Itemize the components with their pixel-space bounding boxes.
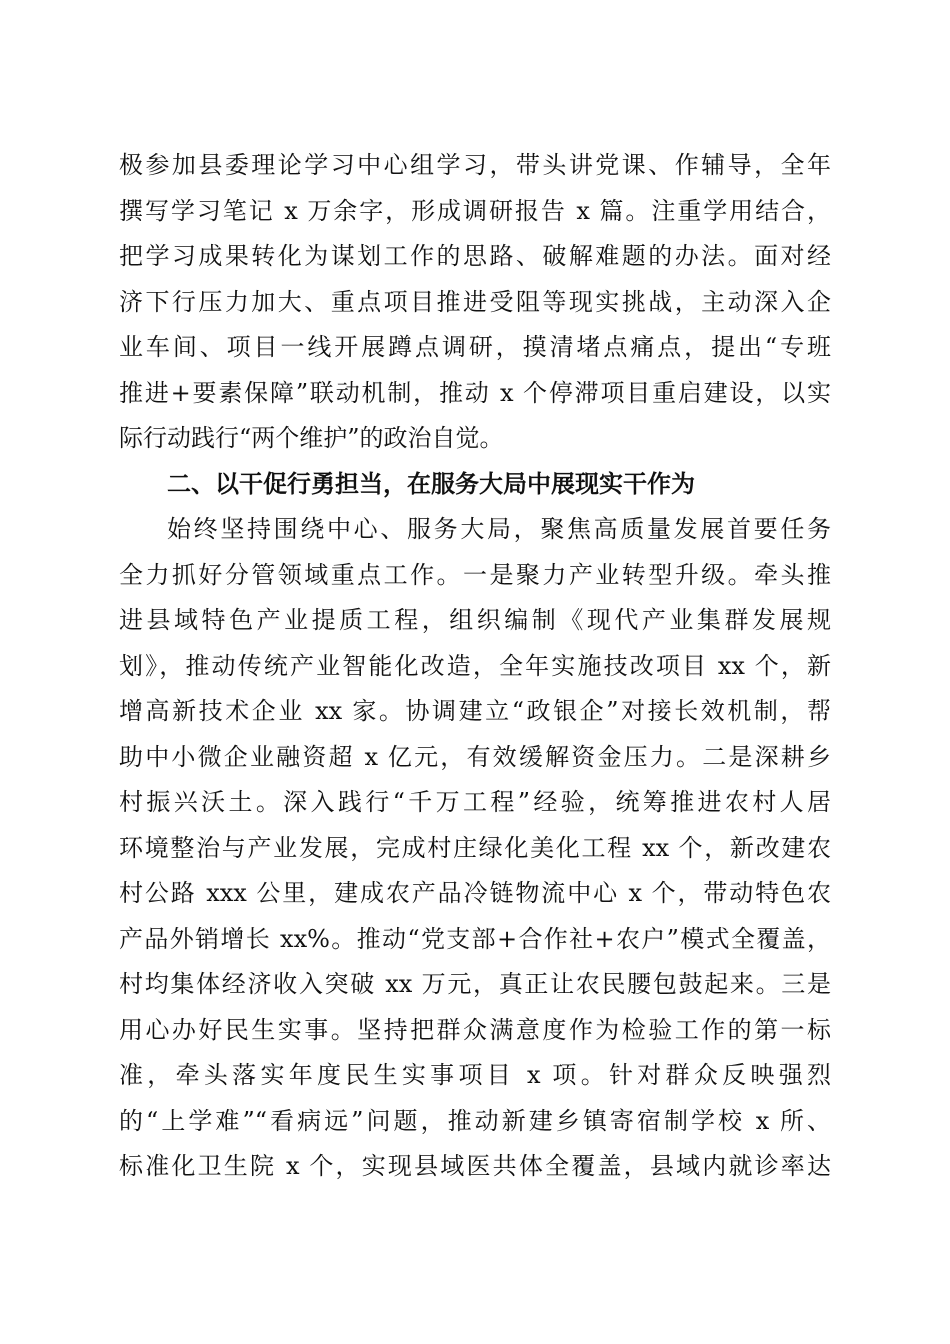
paragraph-line: 划》，推动传统产业智能化改造，全年实施技改项目 xx 个，新 (119, 651, 831, 680)
paragraph-line: 际行动践行“两个维护”的政治自觉。 (119, 424, 504, 452)
paragraph-line: 进县域特色产业提质工程，组织编制《现代产业集群发展规 (119, 606, 831, 634)
paragraph-line: 极参加县委理论学习中心组学习，带头讲党课、作辅导，全年 (119, 151, 831, 179)
paragraph-2 (119, 507, 831, 1190)
paragraph-line: 撰写学习笔记 x 万余字，形成调研报告 x 篇。注重学用结合， (119, 196, 831, 225)
paragraph-1 (119, 143, 831, 462)
section-heading: 二、以干促行勇担当，在服务大局中展现实干作为 (167, 469, 695, 498)
paragraph-line: 业车间、项目一线开展蹲点调研，摸清堵点痛点，提出“专班 (119, 333, 831, 361)
paragraph-line: 助中小微企业融资超 x 亿元，有效缓解资金压力。二是深耕乡 (119, 742, 831, 771)
paragraph-line: 把学习成果转化为谋划工作的思路、破解难题的办法。面对经 (119, 242, 831, 270)
paragraph-line: 标准化卫生院 x 个，实现县域医共体全覆盖，县域内就诊率达 (119, 1152, 831, 1180)
paragraph-line: 村公路 xxx 公里，建成农产品冷链物流中心 x 个，带动特色农 (119, 879, 831, 907)
paragraph-line: 产品外销增长 xx%。推动“党支部+合作社+农户”模式全覆盖， (119, 924, 831, 953)
paragraph-line: 环境整治与产业发展，完成村庄绿化美化工程 xx 个，新改建农 (119, 833, 831, 862)
paragraph-line: 济下行压力加大、重点项目推进受阻等现实挑战，主动深入企 (119, 287, 831, 316)
paragraph-line: 村均集体经济收入突破 xx 万元，真正让农民腰包鼓起来。三是 (119, 970, 831, 998)
paragraph-line: 用心办好民生实事。坚持把群众满意度作为检验工作的第一标 (119, 1015, 831, 1044)
paragraph-line: 村振兴沃土。深入践行“千万工程”经验，统筹推进农村人居 (119, 788, 831, 816)
paragraph-line: 始终坚持围绕中心、服务大局，聚焦高质量发展首要任务 (167, 515, 831, 543)
paragraph-line: 全力抓好分管领域重点工作。一是聚力产业转型升级。牵头推 (119, 560, 831, 589)
paragraph-line: 的“上学难”“看病远”问题，推动新建乡镇寄宿制学校 x 所、 (119, 1106, 831, 1135)
paragraph-line: 增高新技术企业 xx 家。协调建立“政银企”对接长效机制，帮 (119, 697, 831, 725)
paragraph-line: 准，牵头落实年度民生实事项目 x 项。针对群众反映强烈 (119, 1061, 831, 1089)
document-body (119, 143, 831, 1190)
paragraph-line: 推进+要素保障”联动机制，推动 x 个停滞项目重启建设，以实 (119, 378, 831, 407)
